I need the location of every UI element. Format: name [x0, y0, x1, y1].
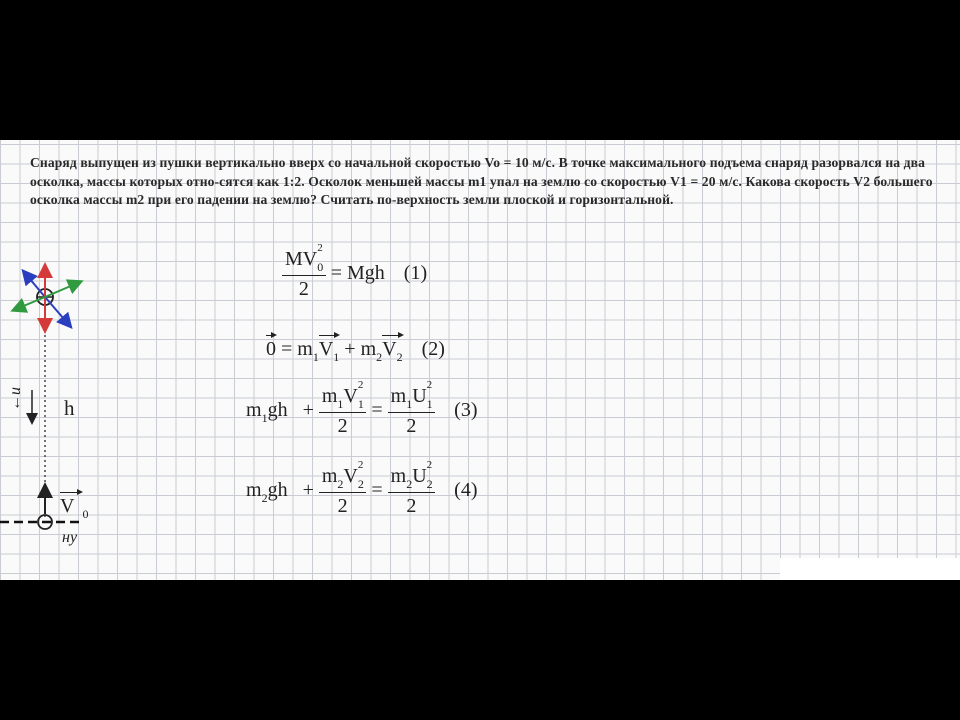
eq4-lhs-gh: gh: [267, 479, 288, 502]
eq2-m1-sub: 1: [312, 350, 319, 364]
eq3-rhs-sup: 2: [426, 379, 433, 391]
eq3-num-sup: 2: [357, 379, 364, 391]
eq4-rhs-sup: 2: [426, 459, 433, 471]
eq2-v2-sub: 2: [396, 350, 403, 364]
equation-3: [246, 379, 478, 438]
eq3-left-den: 2: [337, 415, 348, 437]
eq3-plus: +: [302, 399, 314, 422]
equation-4: [246, 459, 478, 518]
eq4-right-fraction: [388, 459, 436, 518]
side-label: ←и: [7, 387, 24, 411]
eq4-num-m-sub: 2: [337, 477, 344, 491]
v0-subscript: 0: [82, 507, 89, 521]
graph-paper-sheet: [0, 140, 960, 580]
eq3-num-v-sub: 1: [357, 397, 364, 411]
eq3-rhs-m: m: [390, 385, 407, 407]
eq1-number: (1): [403, 262, 428, 285]
eq4-num-m: m: [321, 465, 338, 487]
v0-label: [60, 495, 88, 522]
eq4-left-fraction: [319, 459, 367, 518]
eq4-plus: +: [302, 479, 314, 502]
eq1-denominator: 2: [298, 278, 309, 300]
eq2-m1: m: [297, 338, 313, 360]
eq2-v2-vector: V: [382, 338, 397, 360]
eq3-right-den: 2: [406, 415, 417, 437]
eq3-rhs-u: U: [412, 385, 427, 407]
eq2-plus: +: [344, 338, 356, 360]
trajectory-diagram: [0, 250, 110, 580]
eq4-num-sup: 2: [357, 459, 364, 471]
fragment-arrow-right: [45, 282, 80, 297]
equation-1: [282, 242, 428, 301]
eq3-right-fraction: [388, 379, 436, 438]
eq4-rhs-u-sub: 2: [426, 477, 433, 491]
eq3-num-m: m: [321, 385, 338, 407]
eq2-equals: =: [281, 338, 293, 360]
eq3-lhs-m: m: [246, 399, 262, 422]
eq2-m2: m: [360, 338, 377, 360]
eq3-rhs-m-sub: 1: [406, 397, 413, 411]
eq3-num-m-sub: 1: [337, 397, 344, 411]
eq3-lhs-gh: gh: [267, 399, 288, 422]
ground-note-label: ну: [62, 529, 78, 546]
eq3-number: (3): [454, 399, 478, 422]
eq1-subscript: 0: [317, 260, 324, 274]
edge-strip: [780, 558, 960, 580]
eq2-v1-sub: 1: [333, 350, 340, 364]
fragment-arrow-up-left: [24, 272, 45, 297]
eq4-number: (4): [454, 479, 478, 502]
eq4-equals: =: [371, 479, 383, 502]
eq3-num-v: V: [343, 385, 358, 407]
eq4-left-den: 2: [337, 495, 348, 517]
eq2-m2-sub: 2: [376, 350, 383, 364]
problem-statement: Снаряд выпущен из пушки вертикально вверх со начальной скоростью Vo = 10 м/с. В точке максимального подъема снаряд разорвался на два осколка, массы которых отно-сятся как 1:2. Осколок меньшей массы m1 упал на землю со скоростью V1 = 20 м/с. Какова скорость V2 большего осколка массы m2 при его падении на землю? Считать по-верхность земли плоской и горизонтальной.: [30, 155, 933, 207]
eq4-lhs-m: m: [246, 479, 262, 502]
eq3-rhs-u-sub: 1: [426, 397, 433, 411]
eq4-rhs-m-sub: 2: [406, 477, 413, 491]
eq4-rhs-u: U: [412, 465, 427, 487]
eq4-rhs-m: m: [390, 465, 407, 487]
eq3-lhs-sub: 1: [261, 411, 268, 426]
eq1-superscript: 2: [317, 242, 323, 254]
eq2-number: (2): [421, 338, 445, 360]
eq3-left-fraction: [319, 379, 367, 438]
eq1-rhs: = Mgh: [330, 262, 385, 285]
eq4-num-v-sub: 2: [357, 477, 364, 491]
eq3-equals: =: [371, 399, 383, 422]
eq1-fraction: [282, 242, 326, 301]
equation-2: [266, 338, 445, 365]
eq4-num-v: V: [343, 465, 358, 487]
eq4-lhs-sub: 2: [261, 491, 268, 506]
fragment-arrow-down-right: [45, 297, 70, 326]
eq2-v1-vector: V: [318, 338, 334, 360]
eq1-numerator: MV: [285, 248, 318, 270]
eq4-right-den: 2: [406, 495, 417, 517]
eq2-zero-vector: 0: [266, 338, 276, 360]
height-label: h: [64, 396, 75, 420]
v0-letter: V: [60, 495, 75, 517]
